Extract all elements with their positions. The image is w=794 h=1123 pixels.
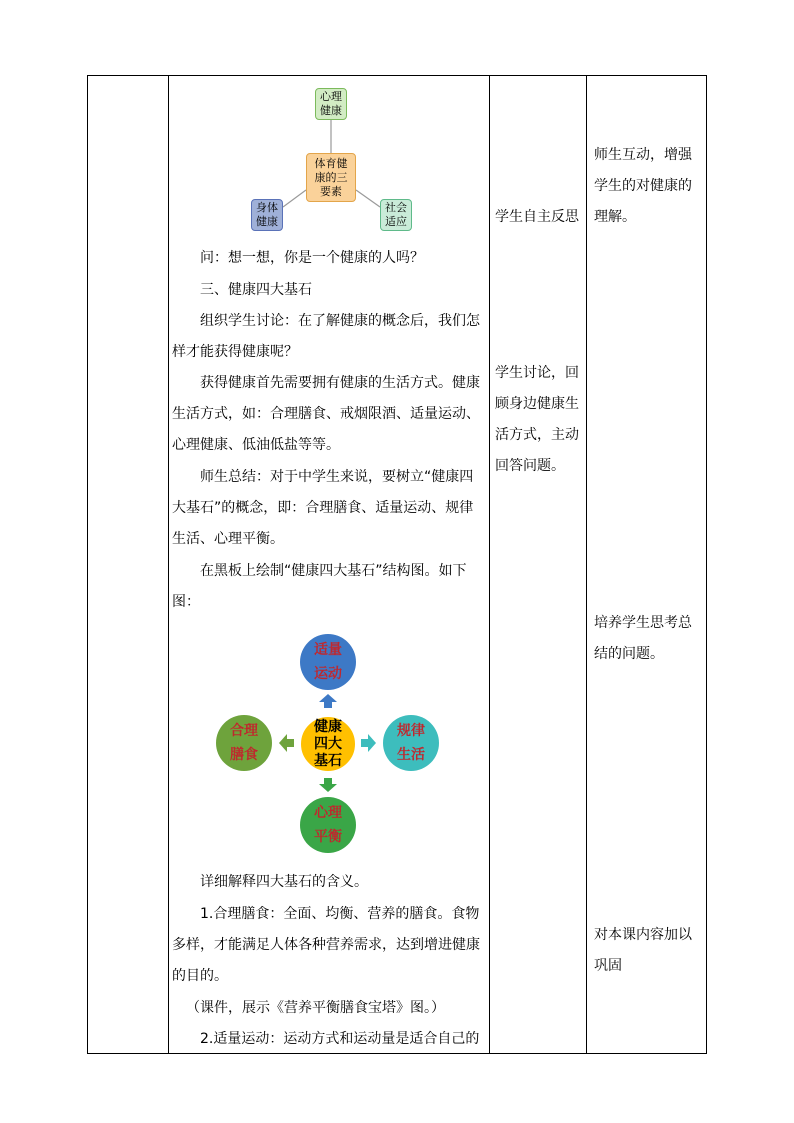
cornerstone-regular-life: 规律 生活 (383, 715, 439, 771)
board-line-2: 图： (172, 594, 200, 610)
discuss-line-1: 组织学生讨论：在了解健康的概念后，我们怎 (200, 313, 480, 329)
node-three-elements: 体育健 康的三 要素 (306, 153, 356, 202)
cornerstone-center: 健康 四大 基石 (299, 715, 357, 773)
student-discuss-4: 回答问题。 (495, 458, 565, 474)
intent-interact-2: 学生的对健康的 (594, 178, 692, 194)
summary-line-1: 师生总结：对于中学生来说，要树立“健康四 (200, 469, 474, 485)
cornerstone-mental-balance: 心理 平衡 (300, 797, 356, 853)
courseware-note: （课件，展示《营养平衡膳食宝塔》图。） (186, 1000, 445, 1016)
node-physical-health: 身体 健康 (251, 199, 283, 231)
arrow-down-icon (319, 778, 337, 792)
explain-text: 详细解释四大基石的含义。 (200, 874, 368, 890)
intent-consolidate-1: 对本课内容加以 (594, 927, 692, 943)
student-discuss-2: 顾身边健康生 (495, 396, 579, 412)
node-mental-health: 心理 健康 (315, 88, 347, 120)
summary-line-2: 大基石”的概念，即：合理膳食、适量运动、规律 (172, 500, 474, 516)
intent-interact-3: 理解。 (594, 209, 636, 225)
intent-interact-1: 师生互动，增强 (594, 147, 692, 163)
discuss-line-2: 样才能获得健康呢？ (172, 344, 298, 360)
question-text: 问：想一想，你是一个健康的人吗？ (200, 250, 424, 266)
diet-line-2: 多样，才能满足人体各种营养需求，达到增进健康 (172, 937, 480, 953)
node-social-adaptation: 社会 适应 (380, 199, 412, 231)
cornerstone-exercise: 适量 运动 (300, 634, 356, 690)
intent-consolidate-2: 巩固 (594, 958, 622, 974)
board-line-1: 在黑板上绘制“健康四大基石”结构图。如下 (200, 563, 467, 579)
student-discuss-3: 活方式，主动 (495, 427, 579, 443)
student-reflect: 学生自主反思 (495, 209, 579, 225)
section-heading: 三、健康四大基石 (200, 282, 312, 298)
exercise-line-1: 2.适量运动：运动方式和运动量是适合自己的 (200, 1031, 480, 1047)
summary-line-3: 生活、心理平衡。 (172, 531, 284, 547)
lifestyle-line-2: 生活方式，如：合理膳食、戒烟限酒、适量运动、 (172, 406, 480, 422)
arrow-left-icon (279, 734, 294, 752)
lifestyle-line-1: 获得健康首先需要拥有健康的生活方式。健康 (200, 375, 480, 391)
diet-line-1: 1.合理膳食：全面、均衡、营养的膳食。食物 (200, 906, 480, 922)
diet-line-3: 的目的。 (172, 968, 228, 984)
intent-think-1: 培养学生思考总 (594, 615, 692, 631)
cornerstone-diet: 合理 膳食 (216, 715, 272, 771)
lifestyle-line-3: 心理健康、低油低盐等等。 (172, 437, 340, 453)
student-discuss-1: 学生讨论，回 (495, 365, 579, 381)
arrow-right-icon (361, 734, 376, 752)
arrow-up-icon (319, 694, 337, 708)
intent-think-2: 结的问题。 (594, 646, 664, 662)
